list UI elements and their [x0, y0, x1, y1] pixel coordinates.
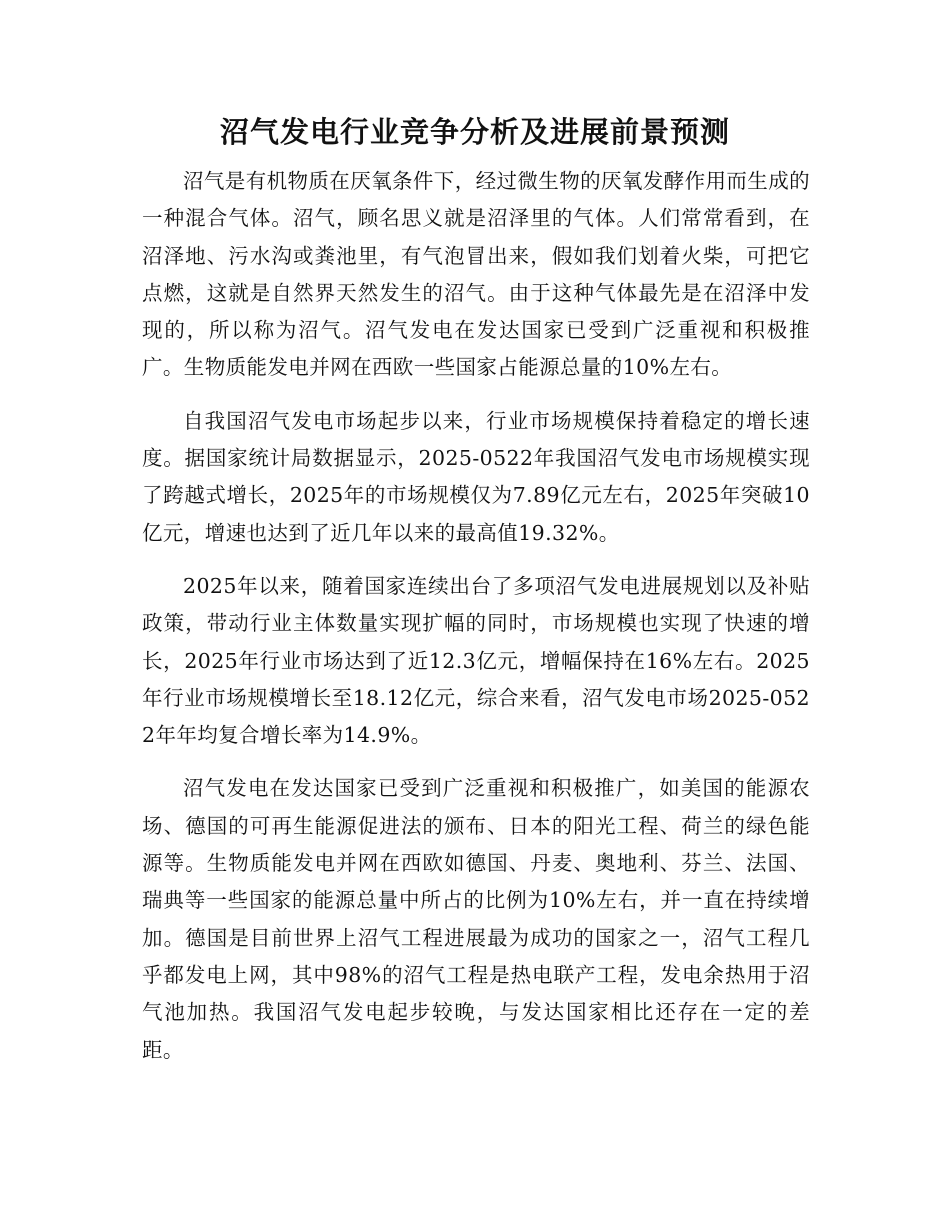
document-body: [142, 163, 810, 1085]
paragraph-4: 沼气发电在发达国家已受到广泛重视和积极推广，如美国的能源农场、德国的可再生能源促进法的颁布、日本的阳光工程、荷兰的绿色能源等。生物质能发电并网在西欧如德国、丹麦、奥地利、芬兰、法国、瑞典等一些国家的能源总量中所占的比例为10%左右，并一直在持续增加。德国是目前世界上沼气工程进展最为成功的国家之一，沼气工程几乎都发电上网，其中98%的沼气工程是热电联产工程，发电余热用于沼气池加热。我国沼气发电起步较晚，与发达国家相比还存在一定的差距。: [142, 776, 810, 1062]
paragraph-3: 2025年以来，随着国家连续出台了多项沼气发电进展规划以及补贴政策，带动行业主体数量实现扩幅的同时，市场规模也实现了快速的增长，2025年行业市场达到了近12.3亿元，增幅保持在16%左右。2025年行业市场规模增长至18.12亿元，综合来看，沼气发电市场2025-0522年年均复合增长率为14.9%。: [142, 573, 810, 748]
paragraph-2: 自我国沼气发电市场起步以来，行业市场规模保持着稳定的增长速度。据国家统计局数据显示，2025-0522年我国沼气发电市场规模实现了跨越式增长，2025年的市场规模仅为7.89亿元左右，2025年突破10亿元，增速也达到了近几年以来的最高值19.32%。: [142, 408, 810, 545]
document-title: 沼气发电行业竞争分析及进展前景预测: [219, 115, 730, 149]
paragraph-1: 沼气是有机物质在厌氧条件下，经过微生物的厌氧发酵作用而生成的一种混合气体。沼气，顾名思义就是沼泽里的气体。人们常常看到，在沼泽地、污水沟或粪池里，有气泡冒出来，假如我们划着火柴，可把它点燃，这就是自然界天然发生的沼气。由于这种气体最先是在沼泽中发现的，所以称为沼气。沼气发电在发达国家已受到广泛重视和积极推广。生物质能发电并网在西欧一些国家占能源总量的10%左右。: [142, 169, 810, 380]
